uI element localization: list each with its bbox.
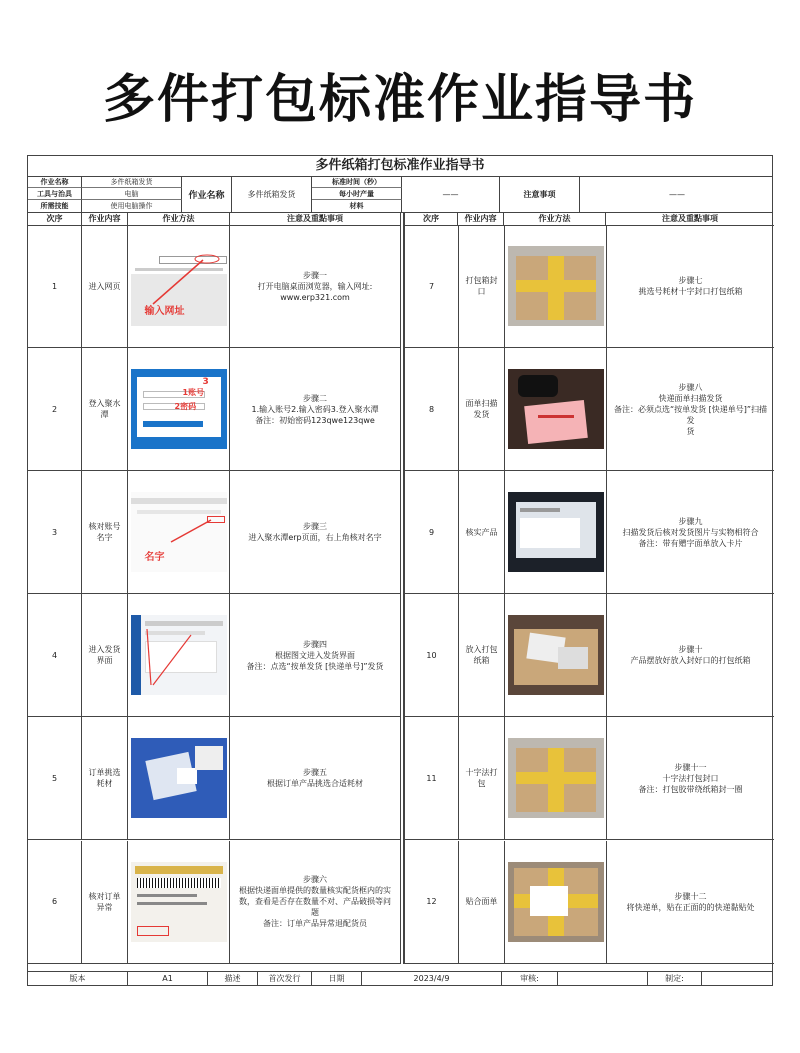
step-note-line: 根据订单产品挑选合适耗材	[267, 779, 363, 789]
step-seq: 5	[28, 717, 82, 839]
left-steps	[28, 225, 400, 964]
step-notes	[230, 717, 400, 839]
version-value: A1	[128, 972, 208, 985]
step-content: 进入网页	[82, 225, 128, 347]
step-row	[405, 594, 774, 717]
step-seq: 10	[405, 594, 459, 716]
step-notes	[607, 471, 774, 593]
photo-annotation: 名字	[144, 552, 165, 564]
left-column-header	[28, 212, 400, 226]
step-content: 登入聚水潭	[82, 348, 128, 470]
step-method	[505, 348, 607, 470]
col-method: 作业方法	[128, 212, 230, 225]
step-title: 步骤八	[678, 382, 703, 392]
right-column-header	[404, 212, 774, 226]
step-row	[405, 471, 774, 594]
step-method	[128, 225, 230, 347]
col-content-right: 作业内容	[458, 212, 504, 225]
made-value	[702, 972, 772, 985]
label-box-photo	[508, 862, 604, 942]
col-seq-right: 次序	[404, 212, 458, 225]
step-content: 打包箱封口	[459, 225, 505, 347]
step-note-line: 备注：点选“按单发货 [快递单号]”发货	[246, 661, 384, 671]
step-method	[128, 841, 230, 963]
doc-title: 多件纸箱打包标准作业指导书	[28, 156, 772, 177]
step-seq: 7	[405, 225, 459, 347]
step-row	[405, 841, 774, 964]
step-note-line: 数，查看是否存在数量不对、产品破损等问	[239, 897, 391, 907]
step-content: 放入打包纸箱	[459, 594, 505, 716]
col-notes-right: 注意及重點事項	[662, 214, 718, 223]
op-name-value: 多件纸箱发货	[232, 176, 312, 212]
step-notes	[607, 348, 774, 470]
step-content: 核对订单异常	[82, 841, 128, 963]
screen-photo	[508, 492, 604, 572]
waybill-photo	[131, 862, 227, 942]
job-name-value: 多件纸箱发货	[82, 176, 182, 188]
step-title: 步骤六	[303, 875, 327, 885]
skills-value: 使用电脑操作	[82, 200, 182, 212]
step-note-line: 产品摆放好放入封好口的打包纸箱	[630, 656, 751, 666]
col-method-right: 作业方法	[504, 212, 606, 225]
shipping-screenshot	[131, 615, 227, 695]
step-row	[28, 594, 400, 717]
step-method	[128, 471, 230, 593]
step-row	[28, 841, 400, 964]
step-title: 步骤七	[678, 276, 703, 286]
box-tape-photo	[508, 246, 604, 326]
std-value: ——	[402, 176, 500, 212]
step-note-line: 1.输入账号2.输入密码3.登入聚水潭	[251, 404, 379, 414]
step-title: 步骤十一	[674, 762, 707, 772]
step-note-line: 货	[686, 426, 695, 436]
step-content: 核实产品	[459, 471, 505, 593]
footer	[28, 971, 772, 985]
step-notes	[230, 594, 400, 716]
step-row	[28, 471, 400, 594]
step-row	[405, 348, 774, 471]
step-notes	[607, 594, 774, 716]
step-notes	[230, 225, 400, 347]
op-name-label: 作业名称	[182, 176, 232, 212]
header-info	[28, 176, 772, 213]
step-row	[405, 225, 774, 348]
step-title: 步骤十二	[674, 891, 707, 901]
step-seq: 9	[405, 471, 459, 593]
scanner-photo	[508, 369, 604, 449]
step-method	[505, 841, 607, 963]
step-seq: 4	[28, 594, 82, 716]
tools-label: 工具与治具	[28, 188, 82, 200]
step-title: 步骤一	[303, 270, 327, 280]
step-note-line: 打开电脑桌面浏览器，输入网址:	[257, 281, 373, 291]
step-title: 步骤四	[303, 639, 327, 649]
step-note-line: 备注：订单产品异常退配货员	[263, 919, 367, 929]
step-note-line: 挑选号耗材十字封口打包纸箱	[638, 287, 743, 297]
step-note-line: 快递面单扫描发货	[658, 393, 723, 403]
main-title: 多件打包标准作业指导书	[102, 70, 697, 130]
step-note-line: 备注：初始密码123qwe123qwe	[255, 415, 375, 425]
step-seq: 6	[28, 841, 82, 963]
step-seq: 12	[405, 841, 459, 963]
desc-label: 描述	[208, 972, 258, 985]
step-content: 进入发货界面	[82, 594, 128, 716]
account-screenshot	[131, 492, 227, 572]
login-screenshot: 1账号 2密码 3	[131, 369, 227, 449]
step-note-line: 备注：打包胶带绕纸箱封一圈	[638, 784, 743, 794]
packing-photo	[508, 615, 604, 695]
skills-label: 所需技能	[28, 200, 82, 212]
step-method	[128, 594, 230, 716]
step-seq: 2	[28, 348, 82, 470]
step-seq: 1	[28, 225, 82, 347]
step-seq: 11	[405, 717, 459, 839]
step-note-line: 进入聚水潭erp页面，右上角核对名字	[248, 533, 382, 543]
step-content: 贴合面单	[459, 841, 505, 963]
step-note-line: 根据图文进入发货界面	[275, 650, 355, 660]
browser-screenshot	[131, 246, 227, 326]
review-label: 审核:	[502, 972, 558, 985]
desc-value: 首次发行	[258, 972, 312, 985]
step-notes	[607, 717, 774, 839]
step-method	[128, 348, 230, 470]
step-content: 核对账号名字	[82, 471, 128, 593]
step-title: 步骤二	[303, 393, 327, 403]
col-content: 作业内容	[82, 212, 128, 225]
step-row	[28, 225, 400, 348]
step-note-line: 备注：带有赠字面单放入卡片	[638, 538, 743, 548]
step-note-line: 将快递单，贴在正面的的快递黏贴处	[626, 902, 755, 912]
step-title: 步骤十	[678, 645, 703, 655]
step-notes	[607, 225, 774, 347]
tools-value: 电脑	[82, 188, 182, 200]
step-notes	[230, 841, 400, 963]
step-content: 面单扫描发货	[459, 348, 505, 470]
job-name-label: 作业名称	[28, 176, 82, 188]
made-label: 制定:	[648, 972, 702, 985]
date-value: 2023/4/9	[362, 972, 502, 985]
right-steps	[404, 225, 774, 964]
step-title: 步骤五	[303, 768, 327, 778]
step-method	[128, 717, 230, 839]
cross-tape-photo	[508, 738, 604, 818]
step-note-line: 十字法打包封口	[662, 773, 719, 783]
material-label: 材料	[312, 200, 402, 212]
review-value	[558, 972, 648, 985]
step-note-line: 扫描发货后核对发货图片与实物相符合	[622, 527, 759, 537]
step-title: 步骤三	[303, 522, 327, 532]
step-row	[28, 348, 400, 471]
step-notes	[607, 841, 774, 963]
step-note-line: 根据快递面单提供的数量核实配货框内的实	[239, 886, 391, 896]
step-method	[505, 471, 607, 593]
step-title: 步骤九	[678, 516, 703, 526]
step-notes	[230, 348, 400, 470]
step-row	[28, 717, 400, 840]
version-label: 版本	[28, 972, 128, 985]
date-label: 日期	[312, 972, 362, 985]
hourly-label: 每小时产量	[312, 188, 402, 200]
step-notes	[230, 471, 400, 593]
std-time-label: 标准时间（秒）	[312, 176, 402, 188]
step-note-line: 备注：必须点选“按单发货 [快递单号]”扫描发	[613, 404, 768, 425]
photo-annotation: 输入网址	[144, 306, 185, 318]
step-method	[505, 225, 607, 347]
attention-label: 注意事项	[500, 176, 580, 212]
step-note-line: 题	[311, 908, 319, 918]
col-seq: 次序	[28, 212, 82, 225]
step-note-line: www.erp321.com	[280, 292, 350, 302]
step-content: 订单挑选耗材	[82, 717, 128, 839]
step-seq: 3	[28, 471, 82, 593]
step-seq: 8	[405, 348, 459, 470]
instruction-sheet	[27, 155, 773, 986]
step-content: 十字法打包	[459, 717, 505, 839]
step-row	[405, 717, 774, 840]
step-method	[505, 594, 607, 716]
step-method	[505, 717, 607, 839]
materials-photo	[131, 738, 227, 818]
col-notes: 注意及重點事項	[287, 214, 343, 223]
attention-value: ——	[669, 189, 685, 199]
